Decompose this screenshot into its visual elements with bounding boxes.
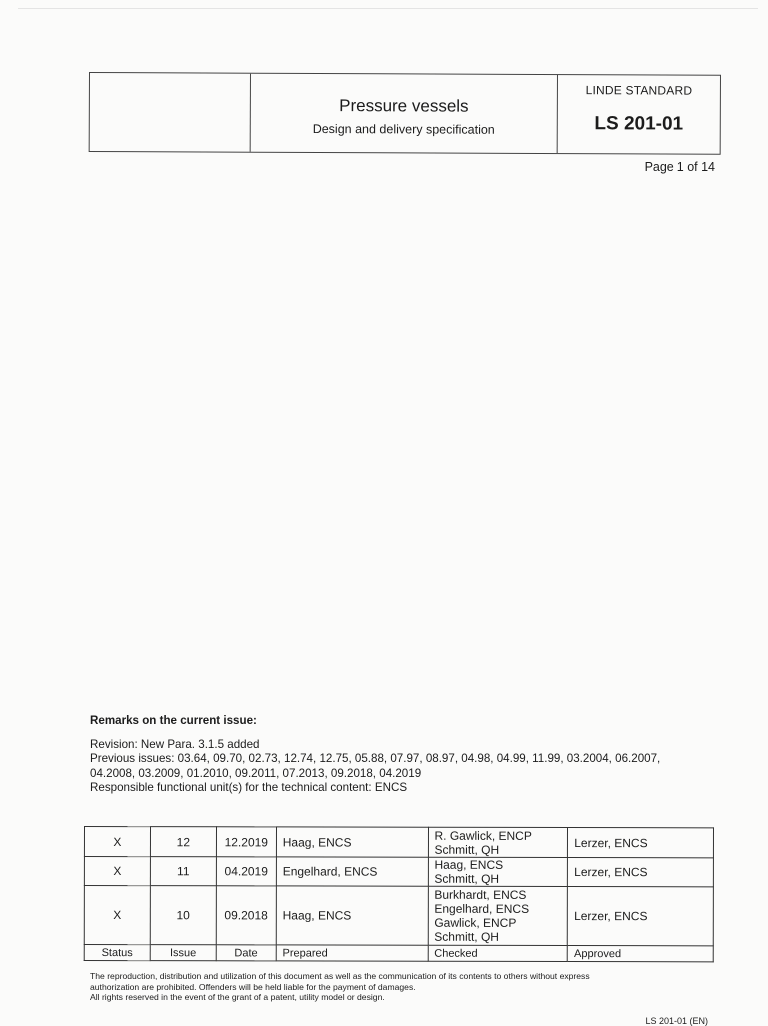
prepared-cell: Haag, ENCS <box>276 827 428 857</box>
checked-name: Schmitt, QH <box>434 842 500 857</box>
page-number <box>645 160 715 174</box>
status-cell: X <box>84 886 150 945</box>
remarks-heading: Remarks on the current issue: <box>90 714 257 727</box>
remarks-line: Revision: New Para. 3.1.5 added <box>90 737 260 751</box>
notice-line: All rights reserved in the event of the grant of a patent, utility model or design. <box>90 992 385 1002</box>
approved-cell: Lerzer, ENCS <box>568 858 714 887</box>
notice-line: The reproduction, distribution and utilization of this document as well as the communication of its contents to others without express <box>90 971 590 981</box>
page-label: Page <box>644 160 674 174</box>
checked-cell <box>428 886 568 945</box>
copyright-notice <box>90 971 710 1003</box>
approved-cell: Lerzer, ENCS <box>568 887 714 946</box>
scan-edge-line <box>18 8 758 9</box>
checked-cell <box>428 857 568 886</box>
checked-name: Haag, ENCS <box>434 857 504 872</box>
date-cell: 09.2018 <box>216 886 276 945</box>
checked-label: Checked <box>428 945 568 961</box>
table-row <box>84 827 713 858</box>
document-subtitle: Design and delivery specification <box>312 121 495 137</box>
table-row <box>84 857 713 887</box>
date-label: Date <box>216 945 276 961</box>
table-row <box>84 886 713 946</box>
remarks-line: Responsible functional unit(s) for the technical content: ENCS <box>90 781 408 794</box>
prepared-cell: Haag, ENCS <box>276 886 428 945</box>
document-id: LS 201-01 (EN) <box>645 1016 708 1026</box>
standard-code: LS 201-01 <box>594 113 684 135</box>
checked-name: Gawlick, ENCP <box>434 915 517 930</box>
title-cell <box>251 74 558 153</box>
standard-label: LINDE STANDARD <box>585 83 693 98</box>
remarks-line: Previous issues: 03.64, 09.70, 02.73, 12.74, 12.75, 05.88, 07.97, 08.97, 04.98, 04.99, 11.99, 03.2004, 06.2007, <box>90 752 661 765</box>
notice-line: authorization are prohibited. Offenders will be held liable for the payment of damages. <box>90 981 416 992</box>
checked-name: Schmitt, QH <box>434 871 500 886</box>
document-title: Pressure vessels <box>339 96 469 116</box>
remarks-line: 04.2008, 03.2009, 01.2010, 09.2011, 07.2013, 09.2018, 04.2019 <box>90 766 422 780</box>
approved-cell: Lerzer, ENCS <box>568 828 714 858</box>
checked-name: Engelhard, ENCS <box>434 901 530 916</box>
status-label: Status <box>84 945 150 961</box>
prepared-cell: Engelhard, ENCS <box>276 857 428 886</box>
title-block <box>89 72 721 155</box>
table-label-row <box>84 945 713 962</box>
page-value: 1 of 14 <box>676 160 715 174</box>
remarks-section <box>90 714 730 796</box>
standard-cell <box>558 75 720 154</box>
checked-name: Schmitt, QH <box>434 929 500 944</box>
date-cell: 04.2019 <box>216 857 276 886</box>
approved-label: Approved <box>567 946 713 962</box>
issue-cell: 10 <box>150 886 216 945</box>
revision-table <box>84 826 714 962</box>
issue-label: Issue <box>150 945 216 961</box>
issue-cell: 12 <box>150 827 216 857</box>
checked-name: Burkhardt, ENCS <box>434 887 527 902</box>
date-cell: 12.2019 <box>216 827 276 857</box>
status-cell: X <box>84 827 150 857</box>
logo-cell <box>90 73 251 152</box>
prepared-label: Prepared <box>276 945 428 961</box>
checked-cell <box>428 827 568 857</box>
status-cell: X <box>84 857 150 886</box>
checked-name: R. Gawlick, ENCP <box>434 828 532 843</box>
issue-cell: 11 <box>150 857 216 886</box>
